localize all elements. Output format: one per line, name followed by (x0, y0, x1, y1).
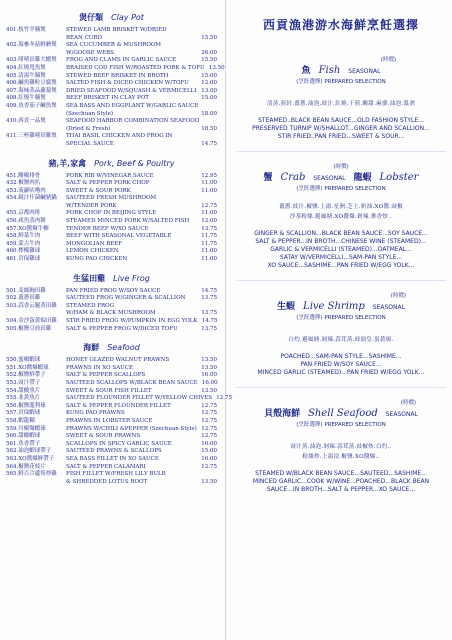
menu-item-cn: 404.紅燒甩魚煲 (6, 64, 46, 71)
menu-item-en: SALT & PEPPER SCALLOPS (66, 372, 146, 379)
menu-item-en: SWEET & SOUR FISH FILLET (66, 387, 152, 394)
fish-line: PRESERVED TURNIP W/SHALLOT...GINGER AND SCALLION... (252, 125, 430, 132)
menu-item-price: 11.75 (201, 233, 217, 240)
menu-item-price: 18.00 (201, 110, 217, 117)
menu-item-cn: 558.蝦龍糊 (6, 417, 35, 424)
menu-item-row (6, 248, 217, 256)
menu-item-price: 14.75 (201, 287, 217, 294)
menu-item-price: 15.00 (201, 448, 217, 455)
menu-item-cn: 403.啫啫田雞大蝦煲 (6, 57, 57, 64)
menu-item-en: SEAFOOD HARBOR COMBINATION SEAFOOD (66, 118, 200, 125)
section-gap (6, 333, 217, 338)
menu-item-row (6, 418, 217, 426)
menu-item-price: 13.50 (201, 387, 217, 394)
menu-item-cn: 562.油泡蝦球帶子 (6, 448, 52, 455)
menu-item-price: 11.00 (201, 248, 217, 255)
menu-item-en: SWEET & SOUR PORK (66, 187, 131, 194)
menu-item-en: STIR FRIED FROG W/PUMPKIN IN EGG YOLK (66, 318, 198, 324)
menu-item-cn: 505.椒鹽豆豉田雞 (6, 325, 52, 332)
lobster-heading-en: Lobster (379, 172, 419, 183)
menu-item-row (6, 410, 217, 418)
menu-item-price: 16.00 (201, 372, 217, 379)
menu-item-cn: 559.川椒爆蝦球 (6, 425, 46, 432)
menu-item-cn: 455.京都肉排 (6, 210, 41, 217)
menu-item-price: 13.50 (201, 364, 217, 371)
menu-item-en: SAUTEED PRAWNS & SCALLOPS (66, 448, 162, 455)
menu-item-row (6, 233, 217, 241)
shell-heading-en: Shell Seafood (308, 408, 378, 419)
menu-item-cn: 410.西貢一品煲 (6, 118, 46, 125)
menu-item-row (6, 464, 217, 472)
divider (236, 387, 446, 388)
menu-item-en: BRAISED COD FISH W/ROASTED PORK & TOFU (66, 64, 205, 71)
menu-item-en: PRAWNS IN LOBSTER SAUCE (66, 417, 153, 424)
menu-item-cn: 561.魚香帶子 (6, 440, 41, 447)
menu-item-row (6, 357, 217, 365)
menu-item-price: 14.75 (201, 140, 217, 147)
menu-item-price: 11.00 (201, 256, 217, 263)
seafood-section-heading (6, 342, 217, 353)
menu-item-en: HONEY GLAZED WALNUT PRAWNS (66, 357, 170, 364)
menu-item-cn: 560.甜酸蝦球 (6, 433, 41, 440)
crab-line: SALT & PEPPER...IN BROTH...CHINESE WINE (STEAMED)... (255, 238, 427, 245)
menu-item-cn: 457.XO醬爆牛柳 (6, 225, 49, 232)
menu-item-price: 12.00 (201, 80, 217, 87)
menu-item-cn: 401.枝竹羊腩煲 (6, 27, 46, 33)
fish-market-price: (時價) (380, 57, 396, 63)
menu-item-en: SALTED FISH & DICED CHICKEN W/TOFU (66, 80, 189, 87)
crab-methods-cn: 薑蔥.豉汁.椒鹽.上湯.星洲.芝士.奶油.XO醬.豉椒 (279, 204, 403, 210)
claypot-heading-cn: 煲仔類 (79, 12, 104, 22)
crab-seasonal: SEASONAL (313, 175, 346, 182)
menu-item-cn: 551.XO醬爆蝦球 (6, 364, 49, 371)
menu-item-price: 16.00 (201, 455, 217, 462)
shrimp-subtitle: (烹飪選擇) PREPARED SELECTION (296, 315, 386, 321)
menu-item-cn: 402.海參冬菇鮮蘑煲 (6, 42, 57, 49)
menu-item-price: 12.75 (216, 395, 232, 402)
menu-item-en: SALT & PEPPER FROG W/DICED TOFU (66, 325, 178, 332)
menu-item-price: 12.75 (201, 425, 217, 432)
menu-item-row (6, 471, 217, 479)
menu-item-en: SAUTEED FROG W/GINGER & SCALLION (66, 295, 186, 302)
menu-item-row (6, 27, 217, 35)
menu-item-price: 13.75 (201, 325, 217, 332)
menu-item-price: 11.00 (201, 180, 217, 187)
menu-item-en: SEA CUCUMBER & MUSHROOM (66, 42, 162, 49)
menu-item-cn: 504.金沙蛋黃焗田雞 (6, 318, 57, 324)
menu-item-en: SEA BASS AND EGGPLANT W/GARLIC SAUCE (66, 102, 199, 109)
menu-item-en: TENDER BEEF W/XO SAUCE (66, 225, 149, 232)
menu-item-price: 16.00 (201, 379, 218, 386)
menu-item-en: STEAMED FROG (66, 302, 115, 309)
crab-subtitle: (烹飪選擇) PREPARED SELECTION (296, 186, 386, 192)
menu-item-row (6, 372, 217, 380)
frog-heading-en: Live Frog (113, 273, 150, 283)
menu-item-en: FISH FILLET W/FRESH LILY BULB (66, 471, 166, 478)
fish-seasonal: SEASONAL (348, 68, 381, 75)
menu-item-row (6, 218, 217, 226)
menu-item-cn: 407.海味蒸品蘿蔔煲 (6, 87, 57, 94)
shell-market-price: (時價) (400, 400, 416, 406)
menu-item-en: SWEET & SOUR PRAWNS (66, 433, 141, 440)
menu-item-price: 12.75 (201, 463, 217, 470)
menu-item-cn: 555.韭黃魚片 (6, 395, 41, 402)
crab-line: SATAY W/VERMICELLI...SAM-PAN STYLE... (279, 254, 403, 261)
shrimp-heading-en: Live Shrimp (303, 301, 365, 312)
crab-section (236, 162, 446, 270)
menu-item-row (6, 310, 217, 318)
menu-item-en: STEWED LAMB BRISKET W/DRIED (66, 27, 167, 33)
menu-item-row (6, 173, 217, 181)
menu-item-row (6, 111, 217, 119)
menu-item-en: PORK CHOP IN BEIJING STYLE (66, 210, 157, 217)
divider (236, 151, 446, 152)
shrimp-market-price: (時價) (390, 293, 406, 299)
menu-item-en: PRAWNS IN XO SAUCE (66, 364, 133, 371)
menu-item-price: 14.75 (201, 318, 218, 324)
menu-item-cn: 564.椒鹽花枝片 (6, 463, 46, 470)
menu-item-cn: 453.菠蘿咕嚕肉 (6, 187, 46, 194)
menu-item-row (6, 256, 217, 264)
menu-item-price: 13.00 (201, 87, 217, 94)
menu-item-cn: 556.椒鹽龍利球 (6, 402, 46, 409)
shrimp-seasonal: SEASONAL (372, 304, 405, 311)
menu-item-row (6, 141, 217, 149)
menu-item-price: 26.00 (201, 49, 217, 56)
menu-item-en: KUNG PAO CHICKEN (66, 256, 128, 263)
menu-item-en: W/GOOSE WEBS (66, 49, 114, 56)
menu-item-en: & SHREDDED LOTUS ROOT (66, 478, 148, 485)
menu-item-row (6, 318, 217, 326)
menu-item-en: DRIED SEAFOOD W/SQUASH & VERMICELLI (66, 87, 197, 94)
seafood-heading-cn: 海鮮 (83, 342, 100, 353)
menu-item-en: SALT & PEPPER FLOUNDER FILLET (66, 402, 171, 409)
menu-item-price: 12.95 (201, 172, 217, 179)
frog-section-heading (6, 273, 217, 284)
menu-item-row (6, 95, 217, 103)
menu-item-cn: 461.宮保雞球 (6, 256, 41, 263)
menu-item-en: LEMON CHICKEN (66, 248, 119, 255)
menu-item-row (6, 57, 217, 65)
menu-item-price: 12.75 (201, 417, 217, 424)
section-gap (6, 149, 217, 154)
menu-item-row (6, 118, 217, 126)
pork-heading-cn: 豬,羊,家禽 (48, 157, 87, 168)
menu-item-row (6, 80, 217, 88)
menu-item-en: KUNG PAO PRAWNS (66, 410, 125, 417)
shell-seasonal: SEASONAL (385, 411, 418, 418)
frog-heading-cn: 生猛田雞 (73, 272, 106, 283)
menu-item-row (6, 133, 217, 141)
menu-item-en: BEEF WITH SEASONAL VEGETABLE (66, 233, 172, 240)
menu-item-en: SAUTEED FLOUNDER FILLET W/YELLOW CHIVES (66, 395, 212, 402)
menu-item-row (6, 326, 217, 334)
menu-item-cn: 459.蒙古牛肉 (6, 240, 41, 247)
menu-item-row (6, 395, 232, 403)
menu-item-en: BEAN CURD (66, 34, 102, 41)
menu-item-price: 16.00 (201, 440, 217, 447)
menu-item-cn: 456.咸魚蒸肉餅 (6, 218, 46, 225)
shrimp-section (236, 291, 446, 377)
crab-methods-cn-2: 沙茶粉絲.避風塘.XO醬爆.剁辣.麥香炒.. (289, 214, 393, 220)
shell-methods-cn-2: 粉絲炒.上湯浸.椒鹽.XO醬爆.. (302, 454, 380, 460)
menu-item-row (6, 380, 217, 388)
menu-item-en: FROG AND CLAMS IN GARLIC SAUCE (66, 57, 177, 64)
menu-item-cn: 503.蒜香云腿蒸田雞 (6, 302, 57, 309)
section-gap (6, 486, 217, 491)
section-gap (6, 264, 217, 269)
fish-line: STEAMED..BLACK BEAN SAUCE...OLD FASHION STYLE... (258, 117, 424, 124)
menu-item-row (6, 433, 217, 441)
crab-heading-en: Crab (280, 172, 306, 183)
menu-item-en: (Szechuan Style) (66, 110, 114, 117)
menu-item-price: 12.75 (201, 402, 217, 409)
menu-item-cn: 460.檸檬雞球 (6, 248, 41, 255)
menu-item-cn: 553.豉汁帶子 (6, 379, 41, 386)
shell-subtitle: (烹飪選擇) PREPARED SELECTION (296, 422, 386, 428)
menu-item-price: 13.50 (201, 478, 217, 485)
menu-item-cn: 454.鏡汁什菌鹹豬鍋 (6, 195, 57, 202)
menu-item-cn: 502.薑蔥田雞 (6, 295, 41, 302)
fish-subtitle: (烹飪選擇) PREPARED SELECTION (296, 79, 386, 85)
menu-item-en: SAUTEED FRESH MUSHROOM (66, 195, 157, 202)
menu-item-en: PORK RIB W/VINEGAR SAUCE (66, 172, 154, 179)
page-title: 西貢漁港游水海鮮烹飪選擇 (262, 18, 419, 32)
menu-item-row (6, 195, 217, 203)
fish-methods-cn: 清蒸.煎封.薑蔥.油泡.豉汁.紅燒.干煎.酸甜.麻婆.油泡.溫酒 (266, 101, 416, 107)
menu-item-row (6, 103, 217, 111)
menu-item-price: 18.50 (201, 125, 217, 132)
menu-item-en: SPECIAL SAUCE (66, 140, 114, 147)
shell-line: MINCED GARLIC...COOK W/WINE...POACHED...BLACK BEAN (252, 478, 430, 485)
menu-item-price: 12.75 (201, 202, 217, 209)
shrimp-methods-cn: 白灼.避風塘.剁辣.蒜茸蒸.豉油皇.蛋黃焗. (288, 337, 394, 343)
shell-line: SAUCE...IN BROTH...SALT & PEPPER...XO SAUCE... (266, 486, 416, 493)
shell-heading-cn: 貝殼海鮮 (264, 409, 301, 419)
menu-item-row (6, 295, 217, 303)
menu-item-en: STEWED BEEF BRISKET IN BROTH (66, 72, 169, 79)
shell-methods-cn: 豉汁蒸.油泡.剁辣.蒜茸蒸.豉椒炒.白灼.. (290, 444, 392, 450)
menu-item-en: SALT & PEPPER CALAMARI (66, 463, 146, 470)
menu-item-cn: 563.XO醬爆鮮帶子 (6, 455, 55, 462)
menu-item-en: SCALLOPS IN SPICY GARLIC SAUCE (66, 440, 172, 447)
menu-item-cn: 409.魚香茄子鹹魚煲 (6, 102, 57, 109)
menu-item-row (6, 303, 217, 311)
shrimp-line: POACHED...SAM-PAN STYLE...SASHIME... (280, 353, 402, 360)
menu-item-row (6, 448, 217, 456)
menu-item-price: 11.00 (201, 210, 217, 217)
shell-line: STEAMED W/BLACK BEAN SAUCE...SAUTEED...SASHIME... (255, 470, 427, 477)
menu-item-row (6, 180, 217, 188)
crab-line: GARLIC & VERMICELLI (STEAMED)...OATMEAL... (270, 246, 412, 253)
seafood-heading-en: Seafood (107, 343, 140, 353)
menu-item-en: SEA BASS FILLET IN XO SAUCE (66, 455, 159, 462)
menu-item-cn: 451.醋椒排骨 (6, 172, 41, 179)
menu-item-price: 13.75 (201, 310, 217, 317)
menu-item-row (6, 456, 217, 464)
menu-item-price: 15.00 (201, 95, 217, 102)
menu-item-en: PRAWNS W/CHILI &PEPPER (Szechuan Style) (66, 425, 197, 432)
fish-line: STIR FRIED..PAN FRIED...SWEET & SOUR... (277, 133, 405, 140)
shrimp-heading-cn: 生蝦 (277, 302, 296, 312)
menu-item-cn: 501.麦絲胸田雞 (6, 287, 46, 294)
claypot-section-heading (6, 12, 217, 23)
crab-heading-cn: 蟹 (263, 173, 273, 183)
crab-market-price: (時價) (333, 164, 349, 170)
lobster-heading-cn: 龍蝦 (353, 173, 372, 183)
menu-item-price: 13.75 (201, 295, 217, 302)
right-column (226, 0, 452, 640)
menu-item-price: 13.50 (208, 64, 225, 71)
menu-item-cn: 565.鮮百合蘆筍炒雞 (6, 471, 57, 478)
menu-item-price: 13.50 (201, 357, 217, 364)
menu-item-en: THAI BASIL CHICKEN AND FROG IN (66, 133, 173, 140)
menu-item-row (6, 42, 217, 50)
menu-item-price: 11.00 (201, 187, 217, 194)
menu-item-row (6, 210, 217, 218)
menu-item-row (6, 426, 217, 434)
menu-item-price: 15.50 (201, 57, 217, 64)
menu-item-cn: 411.三杯雞啫田雞煲 (6, 133, 57, 140)
crab-line: GINGER & SCALLION...BLACK BEAN SAUCE...SOY SAUCE... (254, 230, 428, 237)
shell-section (236, 398, 446, 494)
menu-item-cn: 552.椒鹽鮮帶子 (6, 372, 46, 379)
menu-item-cn: 408.紅燒牛腩煲 (6, 95, 46, 102)
menu-item-row (6, 479, 217, 487)
menu-item-price: 12.75 (201, 410, 217, 417)
fish-heading-en: Fish (318, 65, 341, 76)
menu-item-en: BEEF BRISKET IN CLAY POT (66, 95, 149, 102)
menu-item-price: 13.75 (201, 225, 217, 232)
claypot-heading-en: Clay Pot (111, 13, 144, 22)
menu-item-en: STEAMED MINCED PORK W/SALTED FISH (66, 218, 190, 225)
menu-item-en: W/HAM & BLACK MUSHROOM (66, 310, 156, 317)
pork-section-heading (6, 158, 217, 169)
menu-item-cn: 406.鹹魚雞粒豆腐煲 (6, 80, 57, 87)
menu-item-en: (Dried & Fresh) (66, 125, 111, 132)
menu-item-cn: 550.蜜椒蝦球 (6, 357, 41, 364)
shrimp-line: MINCED GARLIC (STEAMED)...PAN FRIED W/EGG YOLK... (257, 369, 425, 376)
menu-item-en: MONGOLIAN BEEF (66, 240, 123, 247)
menu-item-price: 15.50 (201, 34, 217, 41)
menu-item-price: 11.75 (201, 240, 217, 247)
menu-item-cn: 458.鮮菜牛肉 (6, 233, 41, 240)
menu-item-en: PAN FRIED FROG W/SOY SAUCE (66, 287, 161, 294)
menu-item-price: 12.00 (201, 218, 217, 225)
fish-heading-cn: 魚 (301, 66, 311, 76)
divider (236, 280, 446, 281)
shrimp-line: PAN FRIED W/SOY SAUCE... (300, 361, 382, 368)
menu-item-cn: 432.椒鹽肉扒 (6, 180, 41, 187)
menu-item-row (6, 64, 225, 73)
menu-item-cn: 557.宮保蝦球 (6, 410, 41, 417)
crab-line: XO SAUCE...SASHIME...PAN FRIED W/EGG YOLK... (267, 262, 415, 269)
fish-section (236, 55, 446, 141)
menu-item-price: 12.75 (201, 433, 217, 440)
menu-item-en: SAUTEED SCALLOPS W/BLACK BEAN SAUCE (66, 379, 198, 386)
pork-heading-en: Pork, Beef & Poultry (94, 158, 175, 168)
menu-item-cn: 554.甜酸魚片 (6, 387, 41, 394)
menu-item-cn: 405.清湯牛腩煲 (6, 72, 46, 79)
menu-item-en: W/TENDER PORK (66, 202, 117, 209)
menu-item-price: 15.00 (201, 72, 217, 79)
menu-item-en: SALT & PEPPER PORK CHOP (66, 180, 150, 187)
